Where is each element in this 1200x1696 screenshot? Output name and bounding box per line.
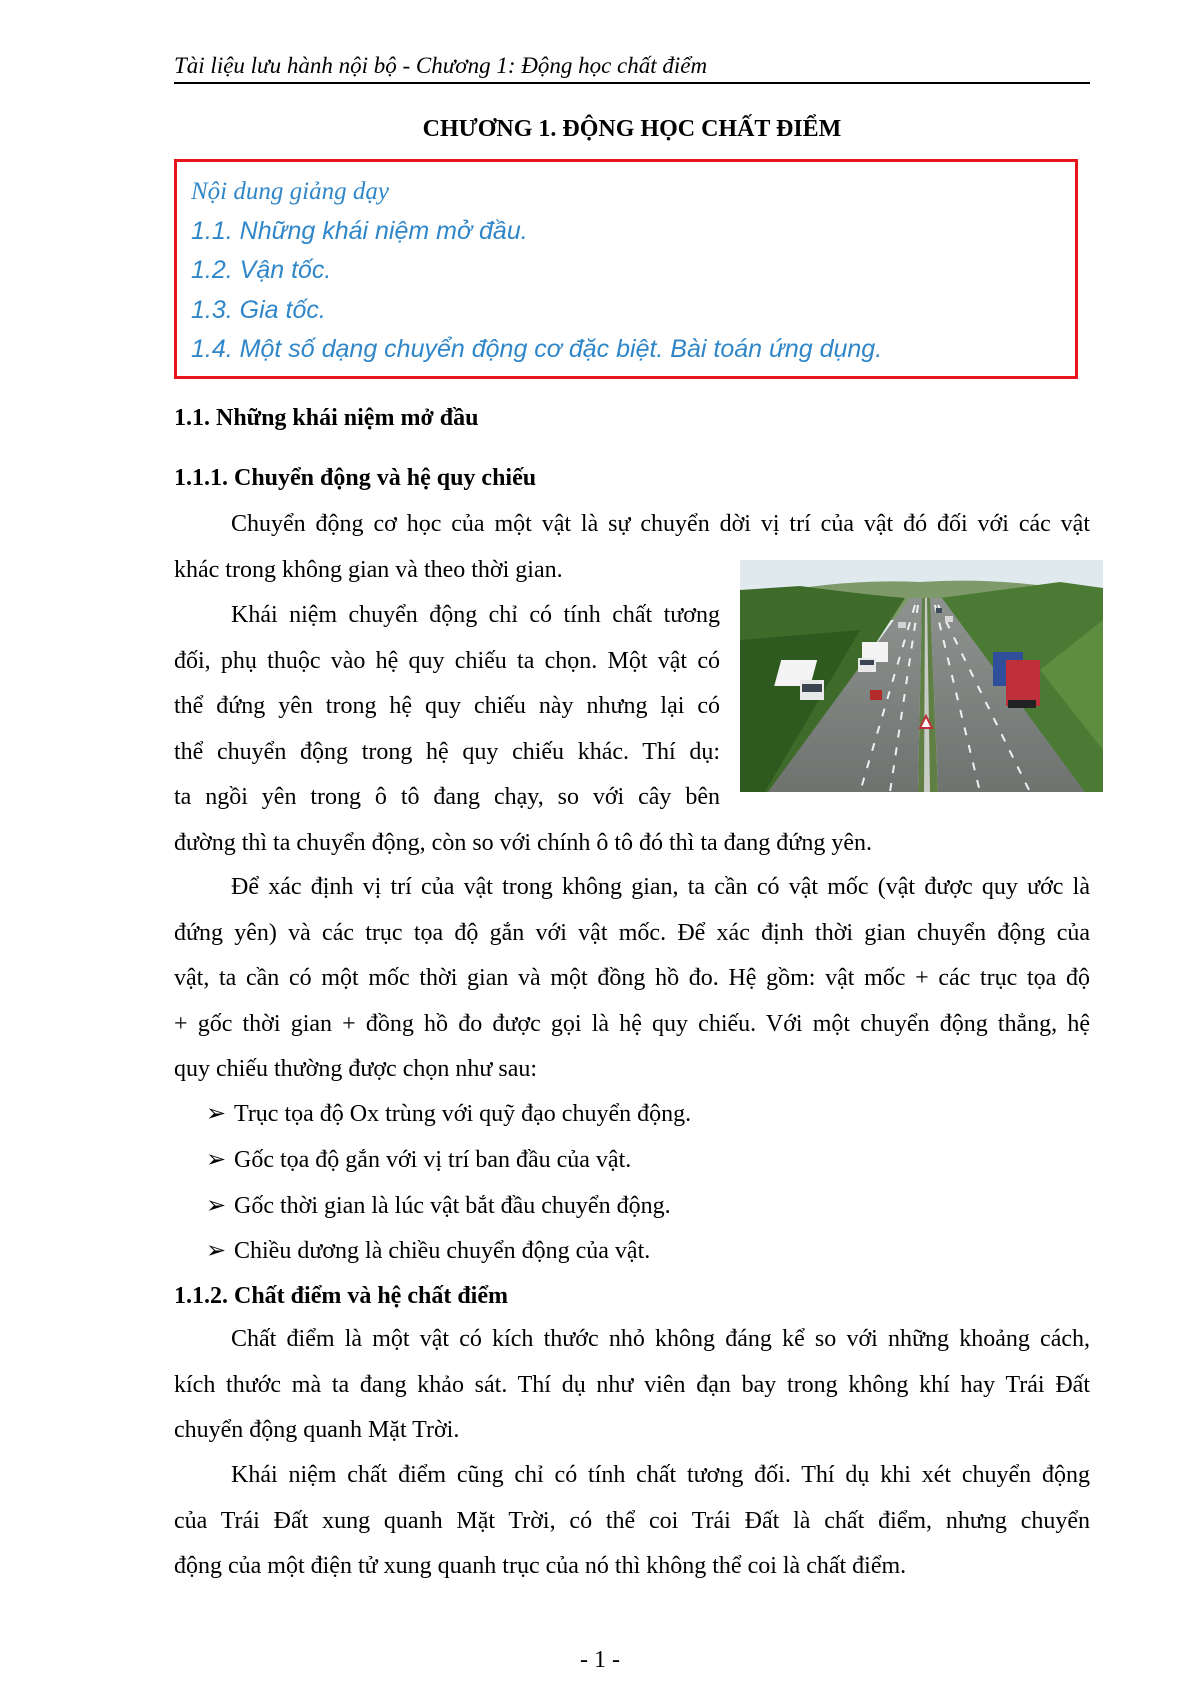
paragraph-line: thể đứng yên trong hệ quy chiếu này nhưng lại có: [174, 693, 720, 719]
running-header: Tài liệu lưu hành nội bộ - Chương 1: Động học chất điểm: [174, 52, 1090, 84]
bullet-item: [206, 1236, 650, 1266]
paragraph-line: Chất điểm là một vật có kích thước nhỏ không đáng kể so với những khoảng cách,: [231, 1326, 1090, 1352]
paragraph: [174, 1453, 1090, 1590]
paragraph-line: chuyển động quanh Mặt Trời.: [174, 1417, 460, 1443]
paragraph-line: đứng yên) và các trục tọa độ gắn với vật mốc. Để xác định thời gian chuyển động của: [174, 919, 1090, 946]
toc-item: 1.4. Một số dạng chuyển động cơ đặc biệt. Bài toán ứng dụng.: [191, 335, 883, 363]
bullet-text: Gốc thời gian là lúc vật bắt đầu chuyển động.: [234, 1193, 671, 1219]
paragraph: [174, 593, 720, 821]
bullet-item: [206, 1191, 671, 1221]
paragraph-line: Khái niệm chuyển động chỉ có tính chất tương: [231, 602, 720, 628]
subsection-heading: 1.1.2. Chất điểm và hệ chất điểm: [174, 1283, 508, 1309]
paragraph-line: quy chiếu thường được chọn như sau:: [174, 1056, 538, 1082]
paragraph-line: khác trong không gian và theo thời gian.: [174, 556, 563, 583]
toc-item: 1.2. Vận tốc.: [191, 256, 332, 284]
paragraph-line: đối, phụ thuộc vào hệ quy chiếu ta chọn. Một vật có: [174, 647, 720, 674]
toc-heading: Nội dung giảng dạy: [191, 178, 389, 205]
paragraph-line: vật, ta cần có một mốc thời gian và một đồng hồ đo. Hệ gồm: vật mốc + các trục tọa độ: [174, 965, 1090, 991]
paragraph: [174, 1317, 1090, 1454]
paragraph-line: + gốc thời gian + đồng hồ đo được gọi là hệ quy chiếu. Với một chuyển động thẳng, hệ: [174, 1010, 1090, 1037]
bullet-text: Chiều dương là chiều chuyển động của vật.: [234, 1238, 651, 1264]
toc-box: [174, 159, 1078, 379]
arrow-bullet-icon: ➢: [206, 1101, 227, 1127]
paragraph-line: ta ngồi yên trong ô tô đang chạy, so với cây bên: [174, 784, 720, 810]
bullet-item: [206, 1145, 631, 1175]
paragraph: [174, 821, 1090, 867]
bullet-text: Gốc tọa độ gắn với vị trí ban đầu của vật.: [234, 1147, 632, 1173]
paragraph: [174, 865, 1090, 1093]
arrow-bullet-icon: ➢: [206, 1238, 227, 1264]
subsection-heading: 1.1.1. Chuyển động và hệ quy chiếu: [174, 465, 537, 491]
highway-illustration: [740, 560, 1103, 792]
bullet-item: [206, 1099, 691, 1129]
section-heading: 1.1. Những khái niệm mở đầu: [174, 405, 479, 431]
page-number: - 1 -: [580, 1647, 620, 1673]
bullet-text: Trục tọa độ Ox trùng với quỹ đạo chuyển động.: [234, 1101, 692, 1127]
toc-item: 1.3. Gia tốc.: [191, 295, 326, 324]
paragraph-line: động của một điện tử xung quanh trục của nó thì không thể coi là chất điểm.: [174, 1553, 907, 1579]
paragraph-line: kích thước mà ta đang khảo sát. Thí dụ như viên đạn bay trong không khí hay Trái Đất: [174, 1371, 1090, 1398]
paragraph-line: Khái niệm chất điểm cũng chỉ có tính chất tương đối. Thí dụ khi xét chuyển động: [231, 1462, 1090, 1488]
paragraph-line: Để xác định vị trí của vật trong không gian, ta cần có vật mốc (vật được quy ước là: [231, 874, 1090, 900]
paragraph-line: Chuyển động cơ học của một vật là sự chuyển dời vị trí của vật đó đối với các vật: [231, 511, 1090, 537]
arrow-bullet-icon: ➢: [206, 1193, 227, 1219]
chapter-title: CHƯƠNG 1. ĐỘNG HỌC CHẤT ĐIỂM: [422, 116, 842, 142]
toc-item: 1.1. Những khái niệm mở đầu.: [191, 216, 528, 245]
paragraph-line: của Trái Đất xung quanh Mặt Trời, có thể coi Trái Đất là chất điểm, nhưng chuyển: [174, 1507, 1090, 1534]
paragraph-line: đường thì ta chuyển động, còn so với chính ô tô đó thì ta đang đứng yên.: [174, 830, 872, 856]
paragraph-line: thể chuyển động trong hệ quy chiếu khác. Thí dụ:: [174, 738, 720, 765]
highway-photo: [740, 560, 1103, 792]
arrow-bullet-icon: ➢: [206, 1147, 227, 1173]
